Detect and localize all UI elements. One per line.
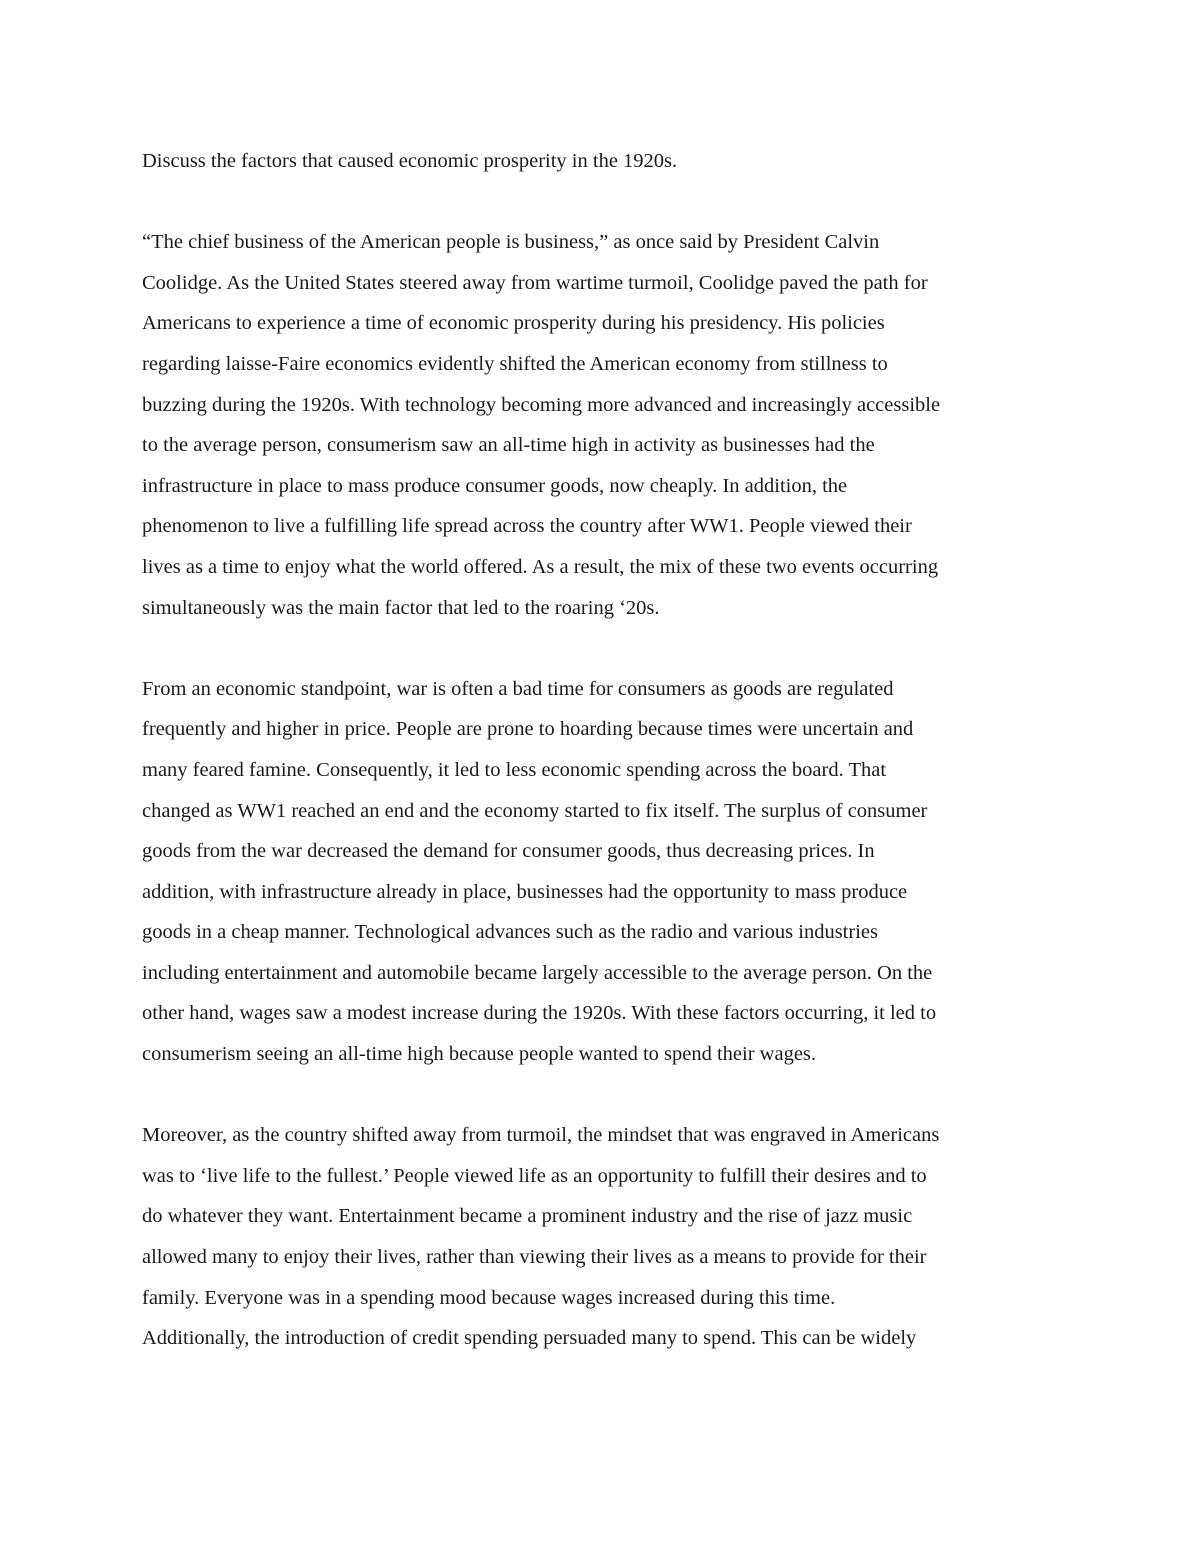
text-line: was to ‘live life to the fullest.’ People viewed life as an opportunity to fulfill their desires and to <box>142 1164 927 1187</box>
text-line: Additionally, the introduction of credit spending persuaded many to spend. This can be widely <box>142 1327 917 1350</box>
text-line: goods in a cheap manner. Technological advances such as the radio and various industries <box>142 921 878 944</box>
text-line: changed as WW1 reached an end and the economy started to fix itself. The surplus of consumer <box>142 799 928 822</box>
paragraph-mindset <box>142 1115 1072 1359</box>
text-line: From an economic standpoint, war is often a bad time for consumers as goods are regulated <box>142 677 894 700</box>
text-line: infrastructure in place to mass produce consumer goods, now cheaply. In addition, the <box>142 474 848 497</box>
text-line: “The chief business of the American people is business,” as once said by President Calvin <box>142 231 880 254</box>
text-line: Moreover, as the country shifted away from turmoil, the mindset that was engraved in Americans <box>142 1124 940 1147</box>
text-line: consumerism seeing an all-time high because people wanted to spend their wages. <box>142 1043 817 1066</box>
text-line: including entertainment and automobile became largely accessible to the average person. On the <box>142 961 933 984</box>
text-line: family. Everyone was in a spending mood because wages increased during this time. <box>142 1286 836 1309</box>
paragraph-economic-standpoint <box>142 669 1072 1075</box>
text-line: buzzing during the 1920s. With technology becoming more advanced and increasingly accessible <box>142 393 941 416</box>
text-line: frequently and higher in price. People are prone to hoarding because times were uncertain and <box>142 718 914 741</box>
text-line: goods from the war decreased the demand for consumer goods, thus decreasing prices. In <box>142 840 875 863</box>
text-line: other hand, wages saw a modest increase during the 1920s. With these factors occurring, it led to <box>142 1002 937 1025</box>
text-line: to the average person, consumerism saw an all-time high in activity as businesses had the <box>142 434 875 457</box>
text-line: regarding laisse-Faire economics evidently shifted the American economy from stillness to <box>142 352 888 375</box>
text-line: simultaneously was the main factor that led to the roaring ‘20s. <box>142 596 660 619</box>
text-line: allowed many to enjoy their lives, rather than viewing their lives as a means to provide for their <box>142 1246 927 1269</box>
text-line: Americans to experience a time of economic prosperity during his presidency. His policies <box>142 312 885 335</box>
text-line: phenomenon to live a fulfilling life spread across the country after WW1. People viewed their <box>142 515 912 538</box>
essay-prompt: Discuss the factors that caused economic prosperity in the 1920s. <box>142 150 678 172</box>
text-line: addition, with infrastructure already in place, businesses had the opportunity to mass produce <box>142 880 908 903</box>
document-body <box>142 141 1072 1399</box>
text-line: lives as a time to enjoy what the world offered. As a result, the mix of these two events occurring <box>142 555 939 578</box>
text-line: do whatever they want. Entertainment became a prominent industry and the rise of jazz music <box>142 1205 913 1228</box>
text-line: many feared famine. Consequently, it led to less economic spending across the board. That <box>142 758 887 781</box>
paragraph-intro <box>142 222 1072 628</box>
text-line: Coolidge. As the United States steered away from wartime turmoil, Coolidge paved the path for <box>142 271 928 294</box>
